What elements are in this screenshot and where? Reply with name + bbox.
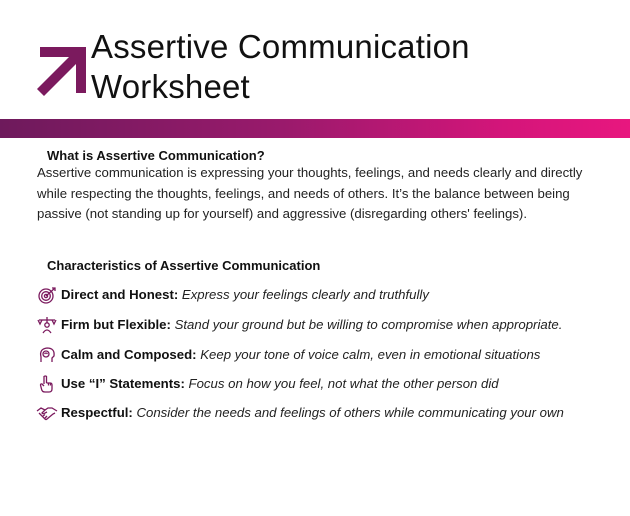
item-label: Direct and Honest: xyxy=(61,287,179,302)
list-item-calm-composed xyxy=(36,347,626,364)
list-item-i-statements xyxy=(36,376,626,393)
title-line-1: Assertive Communication xyxy=(91,28,470,65)
title-line-2: Worksheet xyxy=(91,68,250,105)
item-description: Focus on how you feel, not what the other person did xyxy=(188,376,499,391)
list-item-direct-honest xyxy=(36,287,626,304)
calm-head-icon xyxy=(36,346,58,364)
item-description: Keep your tone of voice calm, even in emotional situations xyxy=(200,347,541,362)
handshake-icon xyxy=(36,404,58,422)
item-description: Consider the needs and feelings of others while communicating your own xyxy=(136,405,564,420)
item-label: Calm and Composed: xyxy=(61,347,197,362)
header-gradient-band xyxy=(0,119,630,138)
list-item-firm-flexible xyxy=(36,317,626,334)
page-title xyxy=(91,27,470,107)
arrow-up-right-icon xyxy=(36,47,86,97)
target-icon xyxy=(36,286,58,304)
balance-person-icon xyxy=(36,316,58,334)
list-item-respectful xyxy=(36,405,626,422)
item-description: Express your feelings clearly and truthfully xyxy=(181,287,429,302)
item-label: Respectful: xyxy=(61,405,133,420)
section-heading-characteristics: Characteristics of Assertive Communication xyxy=(47,258,321,273)
pointing-hand-icon xyxy=(36,375,58,393)
item-label: Use “I” Statements: xyxy=(61,376,185,391)
item-label: Firm but Flexible: xyxy=(61,317,171,332)
section-heading-what-is: What is Assertive Communication? xyxy=(47,148,265,163)
item-description: Stand your ground but be willing to compromise when appropriate. xyxy=(174,317,563,332)
intro-paragraph: Assertive communication is expressing your thoughts, feelings, and needs clearly and directly while respecting the thoughts, feelings, and needs of others. It’s the balance between being passive (not standing up for yourself) and aggressive (disregarding others' feelings). xyxy=(37,165,583,221)
